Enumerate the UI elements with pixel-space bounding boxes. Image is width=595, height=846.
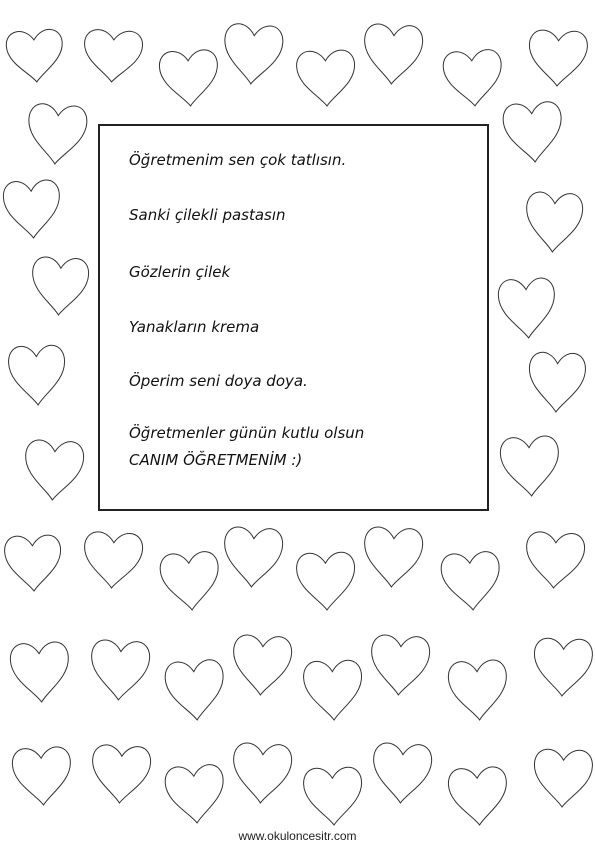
heart-outline-icon xyxy=(502,101,564,164)
heart-outline-icon xyxy=(83,29,144,83)
heart-outline-icon xyxy=(303,767,363,826)
heart-outline-icon xyxy=(83,531,144,589)
heart-outline-icon xyxy=(442,49,504,108)
heart-outline-icon xyxy=(231,634,292,696)
poem-line-5: Öperim seni doya doya. xyxy=(129,372,308,390)
poem-line-1: Öğretmenim sen çok tatlısın. xyxy=(129,151,347,169)
heart-outline-icon xyxy=(362,23,423,85)
poem-line-7: CANIM ÖĞRETMENİM :) xyxy=(129,451,303,469)
heart-outline-icon xyxy=(525,531,586,589)
heart-outline-icon xyxy=(448,659,509,721)
heart-outline-icon xyxy=(369,634,430,696)
heart-outline-icon xyxy=(222,526,283,588)
heart-outline-icon xyxy=(448,766,509,826)
heart-outline-icon xyxy=(371,742,432,804)
heart-outline-icon xyxy=(90,744,151,804)
heart-outline-icon xyxy=(528,352,586,413)
poem-frame xyxy=(98,124,489,511)
heart-outline-icon xyxy=(8,345,66,406)
heart-outline-icon xyxy=(533,749,593,808)
poem-line-6: Öğretmenler günün kutlu olsun xyxy=(129,424,365,442)
heart-outline-icon xyxy=(498,277,557,339)
heart-outline-icon xyxy=(222,23,284,86)
heart-outline-icon xyxy=(164,659,226,722)
heart-outline-icon xyxy=(362,526,423,588)
poem-line-3: Gözlerin çilek xyxy=(129,263,231,281)
heart-outline-icon xyxy=(3,179,62,239)
heart-outline-icon xyxy=(5,29,64,84)
heart-outline-icon xyxy=(10,641,71,703)
heart-outline-icon xyxy=(30,256,89,316)
heart-outline-icon xyxy=(296,552,356,611)
heart-outline-icon xyxy=(303,660,363,721)
heart-outline-icon xyxy=(524,191,583,253)
heart-outline-icon xyxy=(533,638,593,697)
heart-outline-icon xyxy=(4,535,62,592)
heart-outline-icon xyxy=(296,50,356,107)
website-footer: www.okuloncesitr.com xyxy=(238,829,357,843)
heart-outline-icon xyxy=(231,742,292,804)
heart-outline-icon xyxy=(440,551,502,612)
heart-outline-icon xyxy=(159,49,220,107)
heart-outline-icon xyxy=(12,746,73,806)
heart-outline-icon xyxy=(500,435,561,497)
heart-outline-icon xyxy=(89,639,150,701)
heart-outline-icon xyxy=(23,439,84,501)
poem-line-4: Yanakların krema xyxy=(129,318,260,336)
poem-line-2: Sanki çilekli pastasın xyxy=(129,206,286,224)
heart-outline-icon xyxy=(164,764,226,825)
heart-outline-icon xyxy=(26,103,88,166)
heart-outline-icon xyxy=(159,551,221,612)
heart-outline-icon xyxy=(528,30,588,87)
